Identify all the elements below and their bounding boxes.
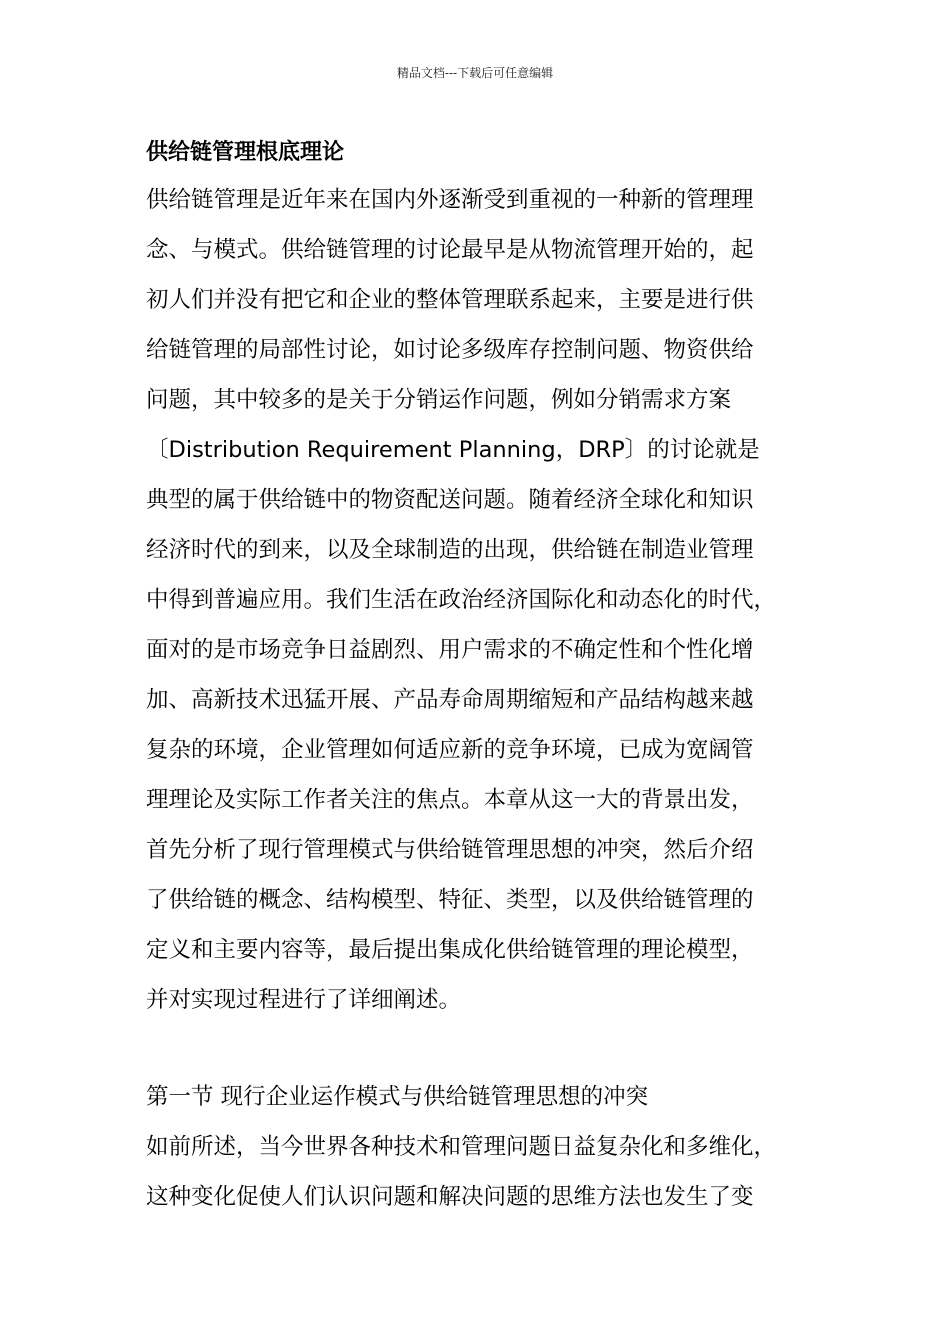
paragraph-line: 初人们并没有把它和企业的整体管理联系起来，主要是进行供 (146, 287, 754, 313)
paragraph-line: 给链管理的局部性讨论，如讨论多级库存控制问题、物资供给 (146, 337, 754, 363)
paragraph-line: 供给链管理是近年来在国内外逐渐受到重视的一种新的管理理 (146, 187, 754, 213)
paragraph-line: 〔Distribution Requirement Planning，DRP〕的讨论就是 (146, 437, 760, 463)
paragraph-line: 如前所述，当今世界各种技术和管理问题日益复杂化和多维化， (146, 1134, 777, 1160)
document-title: 供给链管理根底理论 (146, 140, 345, 165)
paragraph-line: 理理论及实际工作者关注的焦点。本章从这一大的背景出发， (146, 787, 754, 813)
intro-paragraph (146, 175, 846, 1025)
paragraph-line: 典型的属于供给链中的物资配送问题。随着经济全球化和知识 (146, 487, 754, 513)
paragraph-line: 首先分析了现行管理模式与供给链管理思想的冲突，然后介绍 (146, 837, 754, 863)
paragraph-line: 复杂的环境，企业管理如何适应新的竞争环境，已成为宽阔管 (146, 737, 754, 763)
paragraph-line: 问题，其中较多的是关于分销运作问题，例如分销需求方案 (146, 387, 732, 413)
paragraph-line: 中得到普遍应用。我们生活在政治经济国际化和动态化的时代， (146, 587, 777, 613)
section-heading: 第一节 现行企业运作模式与供给链管理思想的冲突 (146, 1084, 649, 1110)
paragraph-line: 加、高新技术迅猛开展、产品寿命周期缩短和产品结构越来越 (146, 687, 754, 713)
paragraph-line: 经济时代的到来，以及全球制造的出现，供给链在制造业管理 (146, 537, 754, 563)
page-header-caption: 精品文档---下载后可任意编辑 (396, 66, 554, 80)
section-1 (146, 1072, 846, 1222)
paragraph-line: 定义和主要内容等，最后提出集成化供给链管理的理论模型， (146, 937, 754, 963)
paragraph-line: 念、与模式。供给链管理的讨论最早是从物流管理开始的，起 (146, 237, 754, 263)
paragraph-line: 并对实现过程进行了详细阐述。 (146, 987, 462, 1013)
paragraph-line: 面对的是市场竞争日益剧烈、用户需求的不确定性和个性化增 (146, 637, 754, 663)
paragraph-line: 这种变化促使人们认识问题和解决问题的思维方法也发生了变 (146, 1184, 754, 1210)
paragraph-line: 了供给链的概念、结构模型、特征、类型，以及供给链管理的 (146, 887, 754, 913)
